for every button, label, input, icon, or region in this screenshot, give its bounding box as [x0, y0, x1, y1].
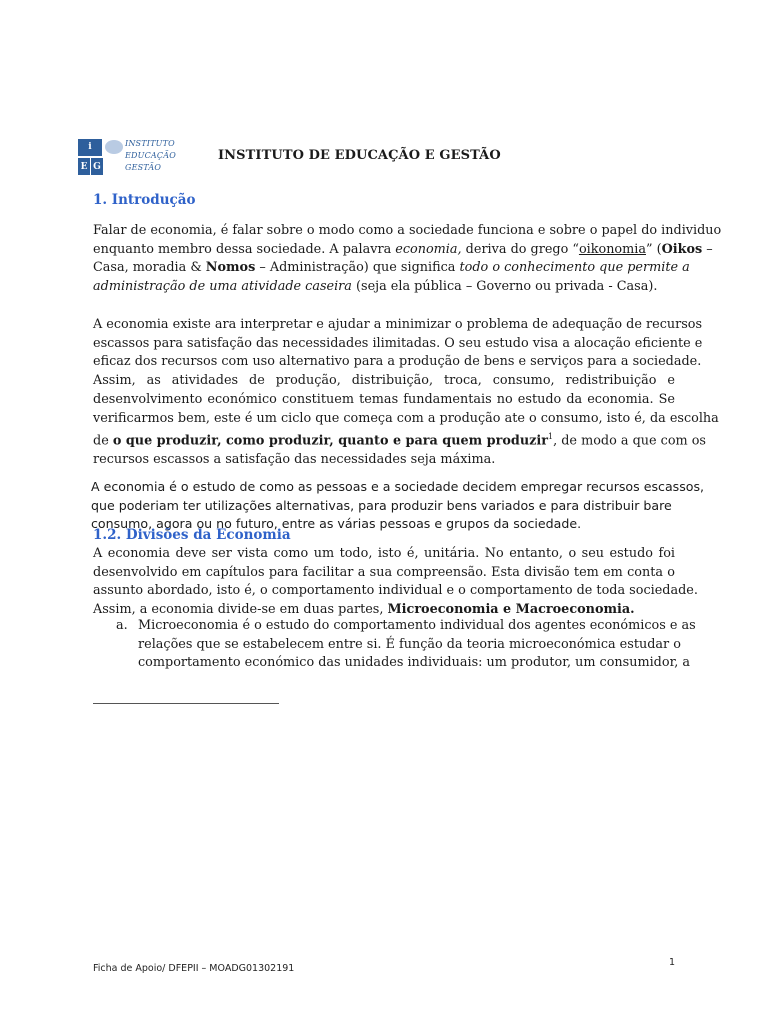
text-line: Casa, moradia & Nomos – Administração) que significa todo o conhecimento que permite a: [93, 260, 690, 276]
logo-letter-i: i: [88, 142, 92, 152]
text-line: relações que se estabelecem entre si. É função da teoria microeconómica estudar o: [138, 636, 681, 652]
text-line: A economia é o estudo de como as pessoas e a sociedade decidem empregar recursos escassos,: [91, 479, 705, 494]
footnote-reference: 1: [548, 432, 554, 442]
text-line: desenvolvido em capítulos para facilitar a sua compreensão. Esta divisão tem em conta o: [93, 564, 675, 580]
logo-letter-e: E: [80, 162, 88, 172]
text-line: escassos para satisfação das necessidades ilimitadas. O seu estudo visa a alocação eficiente e: [93, 335, 703, 351]
footnote-separator: [93, 703, 279, 704]
text-line: enquanto membro dessa sociedade. A palavra economia, deriva do grego “oikonomia” (Oikos –: [93, 241, 713, 257]
section-heading-introduction: 1. Introdução: [93, 192, 196, 208]
text-line: Assim, a economia divide-se em duas partes, Microeconomia e Macroeconomia.: [93, 602, 635, 618]
logo-script-line-2: EDUCAÇÃO: [125, 151, 176, 160]
text-line: Assim, as atividades de produção, distribuição, troca, consumo, redistribuição e: [93, 373, 675, 389]
page-footer: Ficha de Apoio/ DFEPII – MOADG01302191: [93, 963, 295, 974]
text-line: eficaz dos recursos com uso alternativo para a produção de bens e serviços para a sociedade.: [93, 354, 702, 370]
list-marker: a.: [116, 618, 128, 633]
text-line: A economia deve ser vista como um todo, isto é, unitária. No entanto, o seu estudo foi: [93, 546, 675, 561]
paragraph-economy-purpose: [93, 316, 719, 470]
text-line: verificarmos bem, este é um ciclo que começa com a produção ate o consumo, isto é, da escolha: [93, 410, 719, 426]
term-oikonomia: oikonomia: [578, 241, 646, 257]
text-line: recursos escassos a satisfação das necessidades seja máxima.: [93, 452, 496, 468]
text-line: Microeconomia é o estudo do comportamento individual dos agentes económicos e as: [138, 618, 696, 633]
paragraph-introduction: [93, 222, 722, 297]
institute-title: INSTITUTO DE EDUCAÇÃO E GESTÃO: [218, 148, 501, 163]
text-line: de o que produzir, como produzir, quanto e para quem produzir$^1$, de modo a que com os: [93, 432, 706, 449]
text-line: A economia existe ara interpretar e ajudar a minimizar o problema de adequação de recursos: [93, 317, 703, 332]
text-line: assunto abordado, isto é, o comportamento individual e o comportamento de toda sociedade.: [93, 583, 698, 599]
logo-script-line-3: GESTÃO: [125, 163, 162, 172]
text-line: administração de uma atividade caseira (seja ela pública – Governo ou privada - Casa).: [93, 279, 658, 295]
logo-letter-g: G: [93, 162, 101, 172]
logo-script-line-1: INSTITUTO: [125, 139, 175, 148]
section-heading-divisions: 1.2. Divisões da Economia: [93, 527, 291, 543]
text-line: consumo, agora ou no futuro, entre as várias pessoas e grupos da sociedade.: [91, 516, 582, 532]
text-line: Falar de economia, é falar sobre o modo como a sociedade funciona e sobre o papel do individuo: [93, 223, 722, 238]
paragraph-definition: [91, 478, 705, 534]
paragraph-divisions: [93, 545, 698, 620]
page-number: 1: [669, 957, 676, 968]
text-line: desenvolvimento económico constituem temas fundamentais no estudo da economia. Se: [93, 391, 675, 407]
text-line: que poderiam ter utilizações alternativas, para produzir bens variados e para distribuir bare: [91, 497, 672, 513]
logo-oval-icon: [105, 140, 123, 154]
institute-logo: [78, 139, 178, 175]
text-line: comportamento económico das unidades individuais: um produtor, um consumidor, a: [138, 655, 691, 671]
